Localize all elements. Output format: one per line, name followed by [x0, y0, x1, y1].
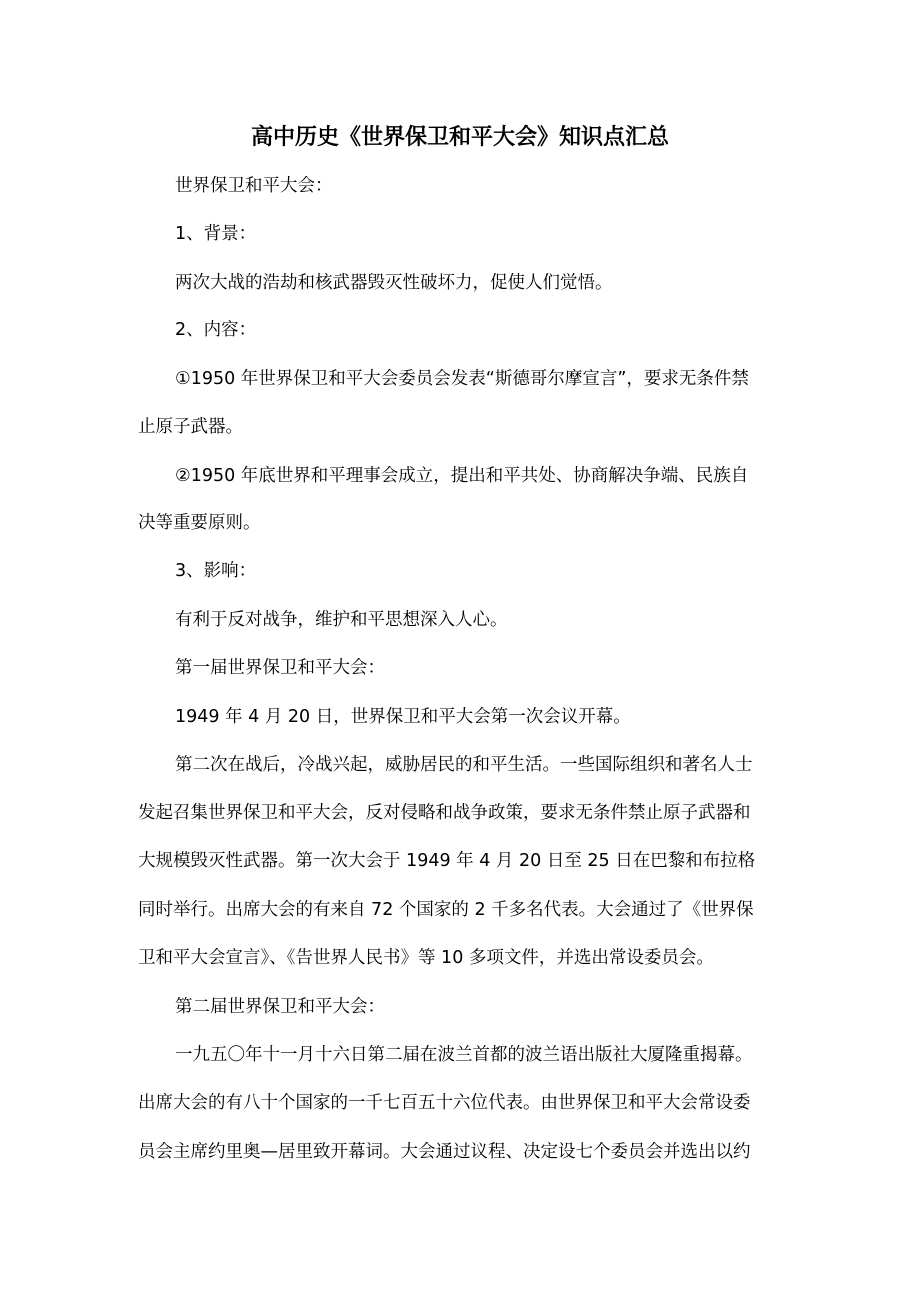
paragraph-line: ②1950 年底世界和平理事会成立，提出和平共处、协商解决争端、民族自 — [175, 466, 749, 486]
paragraph-line: 大规模毁灭性武器。第一次大会于 1949 年 4 月 20 日至 25 日在巴黎和布拉格 — [138, 851, 756, 871]
paragraph-line: 决等重要原则。 — [138, 513, 261, 533]
paragraph-line: 员会主席约里奥—居里致开幕词。大会通过议程、决定设七个委员会并选出以约 — [138, 1142, 751, 1162]
paragraph: 1949 年 4 月 20 日，世界保卫和平大会第一次会议开幕。 — [175, 707, 631, 727]
subheading-content: 2、内容： — [175, 320, 257, 340]
section-heading: 世界保卫和平大会： — [175, 176, 333, 196]
paragraph-line: 同时举行。出席大会的有来自 72 个国家的 2 千多名代表。大会通过了《世界保 — [138, 900, 754, 920]
section-heading: 第一届世界保卫和平大会： — [175, 658, 385, 678]
subheading-background: 1、背景： — [175, 224, 257, 244]
paragraph: 有利于反对战争，维护和平思想深入人心。 — [175, 610, 508, 630]
paragraph-line: 卫和平大会宣言》、《告世界人民书》等 10 多项文件，并选出常设委员会。 — [138, 948, 714, 968]
document-title: 高中历史《世界保卫和平大会》知识点汇总 — [250, 125, 669, 150]
paragraph-line: 出席大会的有八十个国家的一千七百五十六位代表。由世界保卫和平大会常设委 — [138, 1093, 751, 1113]
section-heading: 第二届世界保卫和平大会： — [175, 997, 385, 1017]
paragraph: 两次大战的浩劫和核武器毁灭性破坏力，促使人们觉悟。 — [175, 273, 613, 293]
paragraph-line: 第二次在战后，冷战兴起，威胁居民的和平生活。一些国际组织和著名人士 — [175, 755, 753, 775]
paragraph-line: 止原子武器。 — [138, 417, 243, 437]
paragraph-line: 发起召集世界保卫和平大会，反对侵略和战争政策，要求无条件禁止原子武器和 — [138, 803, 751, 823]
paragraph-line: ①1950 年世界保卫和平大会委员会发表“斯德哥尔摩宣言”，要求无条件禁 — [175, 369, 749, 389]
paragraph-line: 一九五〇年十一月十六日第二届在波兰首都的波兰语出版社大厦隆重揭幕。 — [175, 1045, 753, 1065]
subheading-impact: 3、影响： — [175, 561, 257, 581]
